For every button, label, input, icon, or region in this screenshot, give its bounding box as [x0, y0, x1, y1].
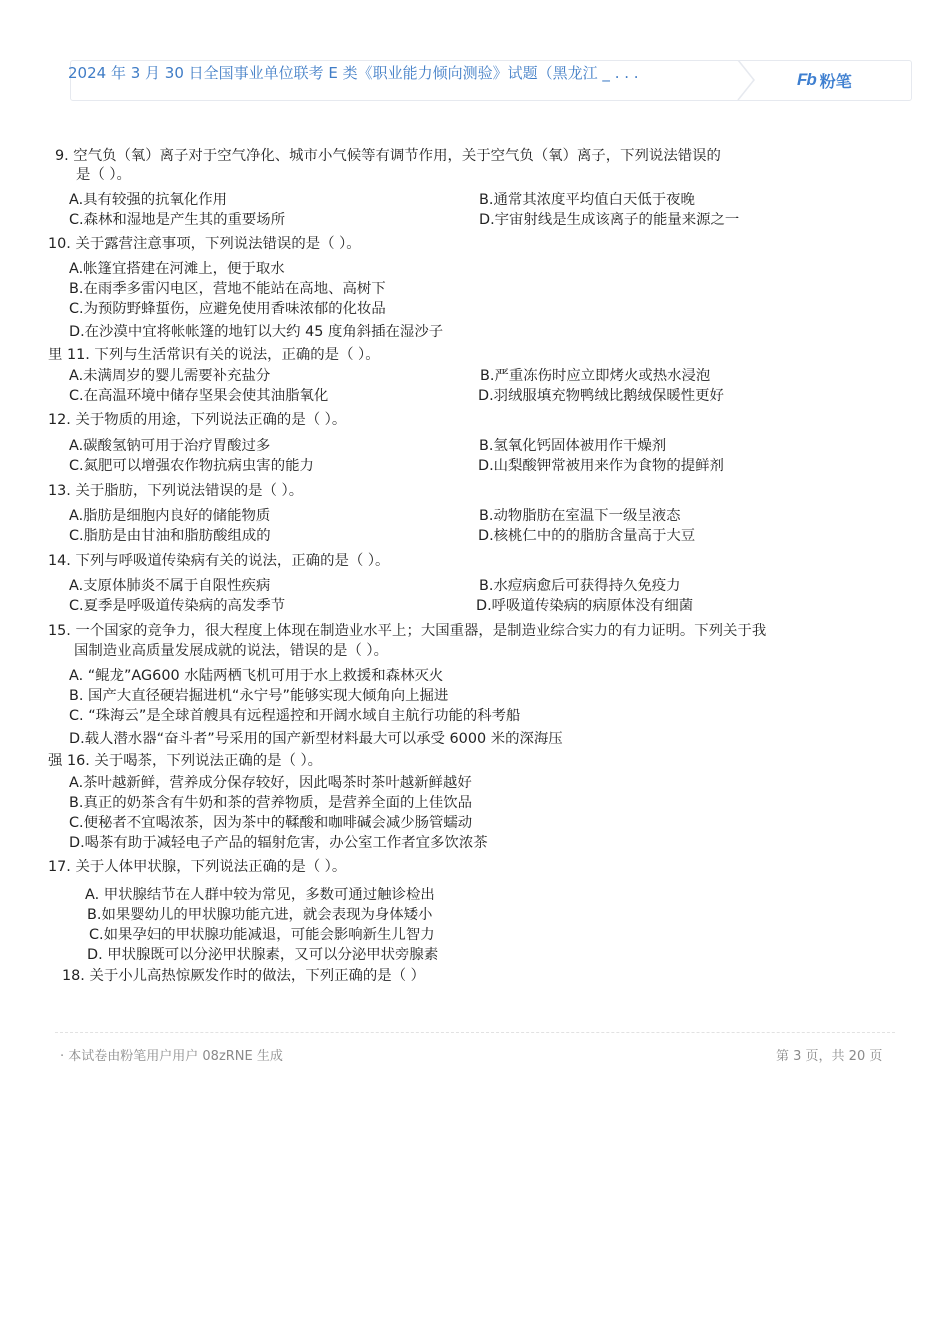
header-divider-arrow [736, 60, 756, 100]
q17-option-c: C.如果孕妇的甲状腺功能减退，可能会影响新生儿智力 [89, 927, 435, 943]
q16-option-b: B.真正的奶茶含有牛奶和茶的营养物质，是营养全面的上佳饮品 [69, 795, 472, 811]
q13-option-c: C.脂肪是由甘油和脂肪酸组成的 [69, 528, 271, 544]
q15-option-c: C. “珠海云”是全球首艘具有远程遥控和开阔水域自主航行功能的科考船 [69, 708, 521, 724]
footer-page-info: 第 3 页，共 20 页 [776, 1049, 883, 1064]
q11-stem: 里 11. 下列与生活常识有关的说法，正确的是（ ）。 [48, 347, 380, 363]
q15-option-b: B. 国产大直径硬岩掘进机“永宁号”能够实现大倾角向上掘进 [69, 688, 449, 704]
q12-option-d: D.山梨酸钾常被用来作为食物的提鲜剂 [478, 458, 724, 474]
q9-stem-line2: 是（ ）。 [76, 167, 131, 183]
q13-option-d: D.核桃仁中的的脂肪含量高于大豆 [478, 528, 696, 544]
fenbi-logo-text: 粉笔 [819, 71, 852, 91]
q13-stem: 13. 关于脂肪，下列说法错误的是（ ）。 [48, 483, 304, 499]
q12-option-b: B.氢氧化钙固体被用作干燥剂 [479, 438, 667, 454]
q10-option-a: A.帐篷宜搭建在河滩上，便于取水 [69, 261, 285, 277]
q14-option-a: A.支原体肺炎不属于自限性疾病 [69, 578, 271, 594]
q17-stem: 17. 关于人体甲状腺，下列说法正确的是（ ）。 [48, 859, 347, 875]
q16-stem: 强 16. 关于喝茶，下列说法正确的是（ ）。 [48, 753, 323, 769]
fenbi-logo-icon: Fb [797, 70, 816, 89]
q15-option-a: A. “鲲龙”AG600 水陆两栖飞机可用于水上救援和森林灭火 [69, 668, 444, 684]
document-title: 2024 年 3 月 30 日全国事业单位联考 E 类《职业能力倾向测验》试题（黑龙江 _ . . . [68, 64, 639, 82]
q9-option-d: D.宇宙射线是生成该离子的能量来源之一 [479, 212, 740, 228]
q12-stem: 12. 关于物质的用途，下列说法正确的是（ ）。 [48, 412, 347, 428]
fenbi-logo [797, 69, 852, 91]
q15-stem-line2: 国制造业高质量发展成就的说法，错误的是（ ）。 [74, 643, 388, 659]
q18-stem: 18. 关于小儿高热惊厥发作时的做法，下列正确的是（ ） [62, 968, 426, 984]
footer-generated-by: · 本试卷由粉笔用户用户 08zRNE 生成 [60, 1049, 283, 1064]
q14-option-b: B.水痘病愈后可获得持久免疫力 [479, 578, 681, 594]
q9-option-c: C.森林和湿地是产生其的重要场所 [69, 212, 286, 228]
q10-stem: 10. 关于露营注意事项，下列说法错误的是（ ）。 [48, 236, 361, 252]
q16-option-d: D.喝茶有助于减轻电子产品的辐射危害，办公室工作者宜多饮浓茶 [69, 835, 488, 851]
q12-option-a: A.碳酸氢钠可用于治疗胃酸过多 [69, 438, 271, 454]
q10-option-d: D.在沙漠中宜将帐帐篷的地钉以大约 45 度角斜插在湿沙子 [69, 324, 444, 340]
q17-option-d: D. 甲状腺既可以分泌甲状腺素，又可以分泌甲状旁腺素 [87, 947, 439, 963]
q11-option-b: B.严重冻伤时应立即烤火或热水浸泡 [480, 368, 711, 384]
q10-option-c: C.为预防野蜂蜇伤，应避免使用香味浓郁的化妆品 [69, 301, 386, 317]
q15-stem-line1: 15. 一个国家的竞争力，很大程度上体现在制造业水平上；大国重器，是制造业综合实力的有力证明。下列关于我 [48, 623, 767, 639]
q9-option-a: A.具有较强的抗氧化作用 [69, 192, 228, 208]
q16-option-c: C.便秘者不宜喝浓茶，因为茶中的鞣酸和咖啡碱会减少肠管蠕动 [69, 815, 473, 831]
q11-option-c: C.在高温环境中储存坚果会使其油脂氧化 [69, 388, 329, 404]
q13-option-b: B.动物脂肪在室温下一级呈液态 [479, 508, 681, 524]
q14-stem: 14. 下列与呼吸道传染病有关的说法，正确的是（ ）。 [48, 553, 390, 569]
q17-option-b: B.如果婴幼儿的甲状腺功能亢进，就会表现为身体矮小 [87, 907, 433, 923]
q9-option-b: B.通常其浓度平均值白天低于夜晚 [479, 192, 695, 208]
q11-option-d: D.羽绒服填充物鸭绒比鹅绒保暖性更好 [478, 388, 724, 404]
q13-option-a: A.脂肪是细胞内良好的储能物质 [69, 508, 271, 524]
q12-option-c: C.氮肥可以增强农作物抗病虫害的能力 [69, 458, 314, 474]
q11-option-a: A.未满周岁的婴儿需要补充盐分 [69, 368, 271, 384]
footer-divider [55, 1032, 895, 1033]
q17-option-a: A. 甲状腺结节在人群中较为常见，多数可通过触诊检出 [85, 887, 435, 903]
q15-option-d: D.载人潜水器“奋斗者”号采用的国产新型材料最大可以承受 6000 米的深海压 [69, 731, 563, 747]
q9-stem-line1: 9. 空气负（氧）离子对于空气净化、城市小气候等有调节作用，关于空气负（氧）离子，下列说法错误的 [55, 148, 721, 164]
q14-option-d: D.呼吸道传染病的病原体没有细菌 [476, 598, 694, 614]
q10-option-b: B.在雨季多雷闪电区，营地不能站在高地、高树下 [69, 281, 386, 297]
q16-option-a: A.茶叶越新鲜，营养成分保存较好，因此喝茶时茶叶越新鲜越好 [69, 775, 472, 791]
q14-option-c: C.夏季是呼吸道传染病的高发季节 [69, 598, 286, 614]
